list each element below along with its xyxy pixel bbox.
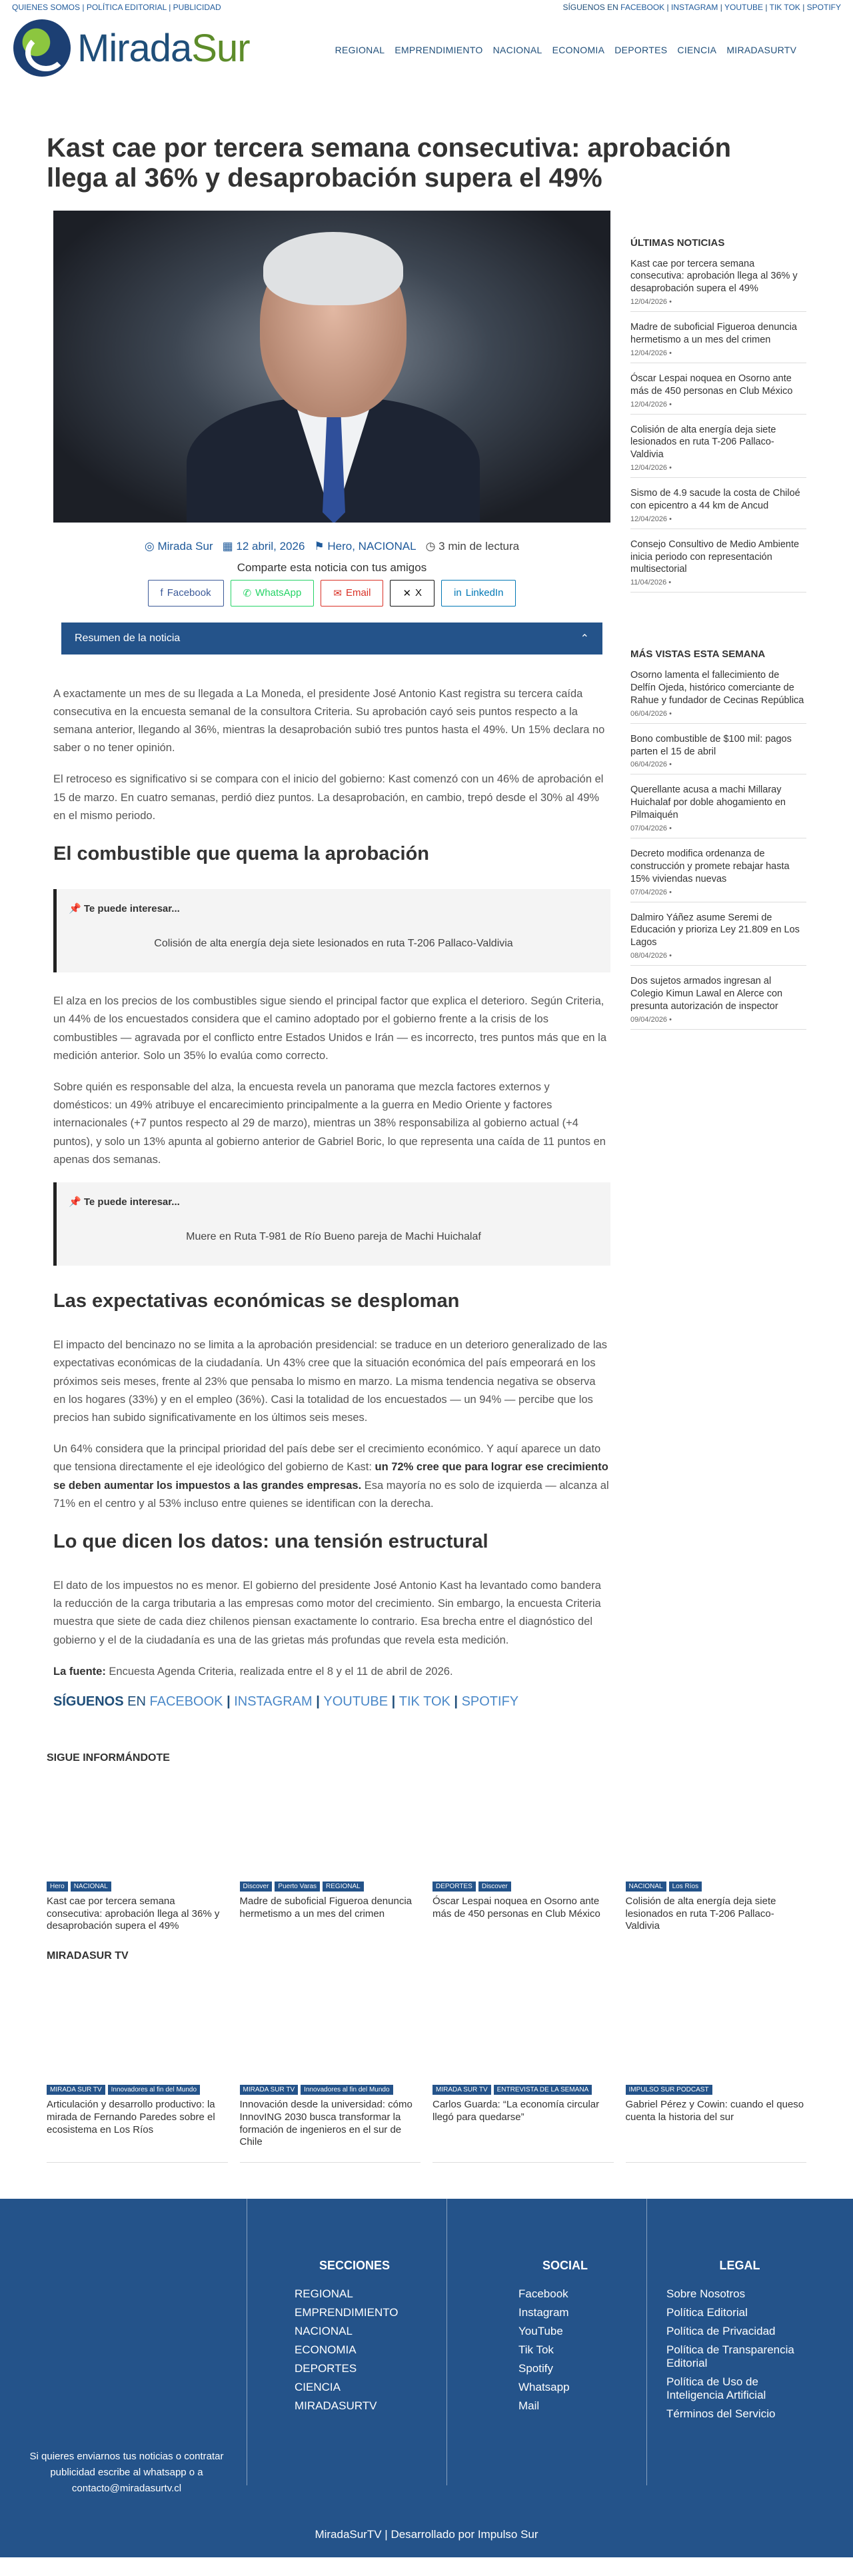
- follow-tiktok[interactable]: TIK TOK: [399, 1694, 450, 1709]
- logo-icon: [13, 19, 71, 77]
- sidebar-news-item[interactable]: Madre de suboficial Figueroa denuncia hermetismo a un mes del crimen 12/04/2026 •: [630, 321, 806, 363]
- tag[interactable]: DEPORTES: [432, 1882, 476, 1892]
- chevron-up-icon: ⌃: [580, 633, 589, 644]
- tag[interactable]: MIRADA SUR TV: [240, 2085, 299, 2095]
- related-cards: [47, 1882, 806, 1933]
- top-link-quienes-somos[interactable]: QUIENES SOMOS: [12, 3, 81, 12]
- tag[interactable]: ENTREVISTA DE LA SEMANA: [494, 2085, 592, 2095]
- footer-link[interactable]: NACIONAL: [295, 2325, 353, 2338]
- footer-link[interactable]: Política Editorial: [666, 2306, 748, 2319]
- tag[interactable]: Innovadores al fin del Mundo: [108, 2085, 200, 2095]
- top-social-spotify[interactable]: SPOTIFY: [806, 3, 841, 12]
- share-title: Comparte esta noticia con tus amigos: [237, 561, 427, 574]
- source-paragraph: La fuente: Encuesta Agenda Criteria, realizada entre el 8 y el 11 de abril de 2026.: [53, 1665, 453, 1678]
- footer-social: [518, 2259, 612, 2418]
- footer-link[interactable]: Términos del Servicio: [666, 2407, 776, 2421]
- paragraph: A exactamente un mes de su llegada a La Moneda, el presidente José Antonio Kast registra su tercera caída consecutiva en la encuesta semanal de la consultora Criteria. Su aprobación cayó seis puntos respecto a la semana anterior, llegando al 36%, mientras la desaprobación subió tres puntos hasta el 49%. Un 15% declara no saber o no tener opinión.: [53, 687, 605, 754]
- related-section-title: SIGUE INFORMÁNDOTE: [47, 1752, 170, 1764]
- footer-legal-title: LEGAL: [719, 2259, 760, 2273]
- share-linkedin-label: LinkedIn: [465, 587, 504, 599]
- top-social-facebook[interactable]: FACEBOOK: [620, 3, 665, 12]
- sidebar-most-item[interactable]: Dos sujetos armados ingresan al Colegio Kimun Lawal en Alerce con presunta autorización de inspector 09/04/2026 •: [630, 975, 806, 1030]
- footer-link[interactable]: Política de Transparencia Editorial: [666, 2343, 794, 2370]
- author-name: Mirada Sur: [157, 539, 213, 553]
- follow-spotify[interactable]: SPOTIFY: [461, 1694, 519, 1709]
- related-box-link[interactable]: Muere en Ruta T-981 de Río Bueno pareja de Machi Huichalaf: [186, 1230, 481, 1242]
- paragraph: Un 64% considera que la principal prioridad del país debe ser el crecimiento económico. Y aquí aparece un dato que tensiona directamente el eje ideológico del gobierno de Kast: un 72% cree que para lograr ese crecimiento se deben aumentar los impuestos a las grandes empresas. Esa mayoría no es solo de izquierda — alcanza al 71% en el centro y al 53% incluso entre quienes se identifican con la derecha.: [53, 1443, 609, 1510]
- related-box-label: 📌 Te puede interesar...: [69, 1196, 180, 1208]
- related-card[interactable]: [626, 1882, 807, 1933]
- tag[interactable]: Los Ríos: [669, 1882, 702, 1892]
- footer-sections-title: SECCIONES: [319, 2259, 391, 2273]
- article-main: [47, 211, 617, 1710]
- article-title: Kast cae por tercera semana consecutiva: aprobación llega al 36% y desaprobación supera el 49%: [47, 133, 732, 193]
- related-card[interactable]: [47, 1882, 228, 1933]
- category-meta[interactable]: ⚑ Hero, NACIONAL: [314, 539, 417, 553]
- follow-facebook[interactable]: FACEBOOK: [149, 1694, 223, 1709]
- section-heading: Lo que dicen los datos: una tensión estructural: [53, 1531, 488, 1553]
- email-icon: ✉: [333, 587, 342, 599]
- sidebar-most-item[interactable]: Osorno lamenta el fallecimiento de Delfín Ojeda, histórico comerciante de Rahue y fundador de Cecinas República 06/04/2026 •: [630, 669, 806, 724]
- footer-link[interactable]: Sobre Nosotros: [666, 2287, 746, 2301]
- footer-link[interactable]: EMPRENDIMIENTO: [295, 2306, 399, 2319]
- article-meta: [53, 540, 610, 553]
- related-box-link[interactable]: Colisión de alta energía deja siete lesionados en ruta T-206 Pallaco-Valdivia: [154, 937, 513, 949]
- section-heading: Las expectativas económicas se desploman: [53, 1290, 460, 1312]
- tv-cards: [47, 2085, 806, 2163]
- sidebar-news-item[interactable]: Óscar Lespai noquea en Osorno ante más de 450 personas en Club México 12/04/2026 •: [630, 373, 806, 415]
- footer-link[interactable]: CIENCIA: [295, 2381, 341, 2394]
- date-meta: ▦ 12 abril, 2026: [222, 539, 305, 553]
- nav-nacional[interactable]: NACIONAL: [492, 45, 542, 55]
- related-card[interactable]: [432, 1882, 614, 1933]
- footer-link[interactable]: Instagram: [518, 2306, 569, 2319]
- page-container: [47, 133, 806, 2163]
- sidebar-most-item[interactable]: Decreto modifica ordenanza de construcción y promete rebajar hasta 15% viviendas nuevas 07/04/2026 •: [630, 848, 806, 902]
- footer-copyright: MiradaSurTV | Desarrollado por Impulso Sur: [315, 2528, 538, 2541]
- x-icon: ✕: [403, 587, 412, 599]
- tv-card[interactable]: [47, 2085, 228, 2163]
- top-social-instagram[interactable]: INSTAGRAM: [670, 3, 718, 12]
- sidebar-most-item[interactable]: Dalmiro Yáñez asume Seremi de Educación y prioriza Ley 21.809 en Los Lagos 08/04/2026 •: [630, 912, 806, 966]
- tag[interactable]: MIRADA SUR TV: [432, 2085, 491, 2095]
- related-card-title[interactable]: Madre de suboficial Figueroa denuncia hermetismo a un mes del crimen: [239, 1895, 412, 1920]
- top-link-publicidad[interactable]: PUBLICIDAD: [173, 3, 221, 12]
- footer-contact: Si quieres enviarnos tus noticias o contratar publicidad escribe al whatsapp o a contacto@miradasurtv.cl: [29, 2451, 224, 2495]
- site-logo[interactable]: [13, 19, 250, 77]
- paragraph: Sobre quién es responsable del alza, la encuesta revela un panorama que mezcla factores externos y domésticos: un 49% atribuye el encarecimiento principalmente a la guerra en Medio Oriente y factores internacionales (+7 puntos respecto al 29 de marzo), mientras un 38% responsabiliza al gobierno actual (+4 puntos), y solo un 13% apunta al gobierno anterior de Gabriel Boric, lo que representa una caída de 11 puntos en apenas dos semanas.: [53, 1080, 606, 1166]
- footer-link[interactable]: Spotify: [518, 2362, 553, 2375]
- share-email-label: Email: [345, 587, 371, 599]
- tag[interactable]: REGIONAL: [323, 1882, 364, 1892]
- footer-link[interactable]: Facebook: [518, 2287, 568, 2301]
- paragraph: El impacto del bencinazo no se limita a la aprobación presidencial: se traduce en un deterioro generalizado de las expectativas económicas de la ciudadanía. Un 43% cree que la situación económica del país empeorará en los próximos seis meses, frente al 23% que pensaba lo mismo en marzo. La misma tendencia negativa se observa en los hogares (33%) y en el empleo (36%). Casi la totalidad de los encuestados — un 94% — percibe que los precios han subido significativamente en los últimos seis meses.: [53, 1339, 608, 1424]
- sidebar-news-item[interactable]: Colisión de alta energía deja siete lesionados en ruta T-206 Pallaco-Valdivia 12/04/2026 •: [630, 424, 806, 479]
- top-link-politica-editorial[interactable]: POLÍTICA EDITORIAL: [86, 3, 167, 12]
- tv-card-title[interactable]: Articulación y desarrollo productivo: la mirada de Fernando Paredes sobre el ecosistema en Los Ríos: [47, 2099, 215, 2135]
- read-time-meta: ◷ 3 min de lectura: [425, 539, 520, 553]
- share-x-label: X: [415, 587, 423, 599]
- top-social-youtube[interactable]: YOUTUBE: [724, 3, 764, 12]
- top-bar-social: SÍGUENOS EN FACEBOOK | INSTAGRAM | YOUTUBE | TIK TOK | SPOTIFY: [562, 3, 841, 12]
- tv-card-title[interactable]: Gabriel Pérez y Cowin: cuando el queso cuenta la historia del sur: [625, 2099, 804, 2123]
- footer-link[interactable]: DEPORTES: [295, 2362, 357, 2375]
- article-date: 12 abril, 2026: [236, 539, 305, 553]
- tag[interactable]: IMPULSO SUR PODCAST: [626, 2085, 712, 2095]
- sidebar-most-item[interactable]: Bono combustible de $100 mil: pagos parten el 15 de abril 06/04/2026 •: [630, 733, 806, 775]
- tag[interactable]: MIRADA SUR TV: [47, 2085, 105, 2095]
- footer-link[interactable]: Política de Privacidad: [666, 2325, 776, 2338]
- nav-deportes[interactable]: DEPORTES: [614, 45, 668, 55]
- sidebar-news-item[interactable]: Consejo Consultivo de Medio Ambiente inicia periodo con representación multisectorial 11/04/2026 •: [630, 539, 806, 593]
- logo-text: MiradaSur: [77, 26, 250, 70]
- tag[interactable]: NACIONAL: [71, 1882, 111, 1892]
- tag[interactable]: Discover: [478, 1882, 511, 1892]
- read-time: 3 min de lectura: [438, 539, 520, 553]
- article-layout: [47, 211, 806, 1710]
- section-heading: El combustible que quema la aprobación: [53, 843, 429, 865]
- follow-us: SÍGUENOS EN FACEBOOK | INSTAGRAM | YOUTUBE | TIK TOK | SPOTIFY: [53, 1694, 519, 1709]
- site-footer: [0, 2199, 853, 2557]
- top-social-tiktok[interactable]: TIK TOK: [769, 3, 800, 12]
- summary-toggle[interactable]: [61, 623, 602, 654]
- related-card-title[interactable]: Colisión de alta energía deja siete lesionados en ruta T-206 Pallaco-Valdivia: [625, 1895, 776, 1932]
- tag[interactable]: Discover: [240, 1882, 273, 1892]
- sidebar-news-item[interactable]: Sismo de 4.9 sacude la costa de Chiloé con epicentro a 44 km de Ancud 12/04/2026 •: [630, 487, 806, 529]
- share-whatsapp-label: WhatsApp: [255, 587, 302, 599]
- footer-link[interactable]: Tik Tok: [518, 2343, 554, 2357]
- share-buttons: [53, 580, 610, 607]
- tag[interactable]: Hero: [47, 1882, 68, 1892]
- sidebar-news-item[interactable]: Kast cae por tercera semana consecutiva: aprobación llega al 36% y desaprobación supera el 49% 12/04/2026 •: [630, 258, 806, 313]
- nav-economia[interactable]: ECONOMIA: [552, 45, 605, 55]
- footer-link[interactable]: MIRADASURTV: [295, 2399, 377, 2413]
- footer-link[interactable]: Mail: [518, 2399, 540, 2413]
- share-facebook-button[interactable]: [148, 580, 224, 607]
- author-meta[interactable]: ◎ Mirada Sur: [144, 539, 213, 553]
- related-box: [53, 889, 610, 972]
- top-bar-links: QUIENES SOMOS | POLÍTICA EDITORIAL | PUBLICIDAD: [12, 3, 221, 12]
- nav-regional[interactable]: REGIONAL: [335, 45, 385, 55]
- paragraph: El alza en los precios de los combustibles sigue siendo el principal factor que explica el deterioro. Según Criteria, un 44% de los encuestados considera que el camino adoptado por el gobierno frente a la crisis de los combustibles — agravada por el conflicto entre Estados Unidos e Irán — es incorrecto, tres puntos más que en la medición anterior. Solo un 35% lo evalúa como correcto.: [53, 995, 607, 1062]
- paragraph: El retroceso es significativo si se compara con el inicio del gobierno: Kast comenzó con un 46% de aprobación el 15 de marzo. En cuatro semanas, perdió diez puntos. La desaprobación, en cambio, trepó desde el 30% al 49% en el mismo periodo.: [53, 773, 604, 822]
- paragraph: El dato de los impuestos no es menor. El gobierno del presidente José Antonio Kast ha levantado como bandera la reducción de la carga tributaria a las empresas como motor del crecimiento. Sin embargo, la encuesta Criteria muestra que siete de cada diez chilenos piensan exactamente lo contrario. Esa brecha entre el diagnóstico del gobierno y el de la ciudadanía es una de las grietas más profundas que revela esta medición.: [53, 1579, 601, 1646]
- share-whatsapp-button[interactable]: [231, 580, 315, 607]
- footer-social-title: SOCIAL: [542, 2259, 588, 2273]
- article-body: [53, 685, 610, 1681]
- nav-emprendimiento[interactable]: EMPRENDIMIENTO: [395, 45, 483, 55]
- top-bar: [0, 0, 853, 15]
- tv-card-title[interactable]: Carlos Guarda: “La economía circular llegó para quedarse”: [432, 2099, 600, 2123]
- footer-link[interactable]: ECONOMIA: [295, 2343, 357, 2357]
- footer-link[interactable]: Whatsapp: [518, 2381, 570, 2394]
- tag[interactable]: NACIONAL: [626, 1882, 666, 1892]
- footer-legal: [666, 2259, 813, 2426]
- tv-card[interactable]: [432, 2085, 614, 2163]
- tv-card[interactable]: [240, 2085, 421, 2163]
- main-nav: [335, 45, 797, 55]
- footer-link[interactable]: YouTube: [518, 2325, 563, 2338]
- whatsapp-icon: ✆: [243, 587, 252, 599]
- nav-ciencia[interactable]: CIENCIA: [677, 45, 717, 55]
- share-email-button[interactable]: [321, 580, 383, 607]
- sidebar: [630, 211, 806, 1710]
- related-box-label: 📌 Te puede interesar...: [69, 902, 180, 914]
- footer-link[interactable]: REGIONAL: [295, 2287, 353, 2301]
- follow-instagram[interactable]: INSTAGRAM: [234, 1694, 313, 1709]
- tv-section-title: MIRADASUR TV: [47, 1950, 129, 1962]
- related-card-title[interactable]: Óscar Lespai noquea en Osorno ante más de 450 personas en Club México: [432, 1895, 600, 1920]
- related-card[interactable]: [240, 1882, 421, 1933]
- tv-card[interactable]: [626, 2085, 807, 2163]
- article-hero-image: [53, 211, 610, 523]
- facebook-icon: f: [160, 587, 163, 599]
- most-viewed-title: MÁS VISTAS ESTA SEMANA: [630, 648, 766, 660]
- share-x-button[interactable]: [390, 580, 434, 607]
- follow-label: SÍGUENOS EN: [562, 3, 618, 12]
- follow-youtube[interactable]: YOUTUBE: [323, 1694, 389, 1709]
- summary-label: Resumen de la noticia: [75, 632, 181, 644]
- latest-news-title: ÚLTIMAS NOTICIAS: [630, 237, 725, 249]
- tag[interactable]: Puerto Varas: [275, 1882, 320, 1892]
- site-header: [0, 15, 853, 81]
- share-linkedin-button[interactable]: [441, 580, 516, 607]
- share-facebook-label: Facebook: [167, 587, 211, 599]
- article-categories: Hero, NACIONAL: [327, 539, 417, 553]
- tag[interactable]: Innovadores al fin del Mundo: [301, 2085, 393, 2095]
- related-box: [53, 1182, 610, 1266]
- nav-miradasurtv[interactable]: MIRADASURTV: [726, 45, 797, 55]
- linkedin-icon: in: [454, 587, 462, 599]
- tv-card-title[interactable]: Innovación desde la universidad: cómo InnovING 2030 busca transformar la formación de ingenieros en el sur de Chile: [239, 2099, 413, 2148]
- related-card-title[interactable]: Kast cae por tercera semana consecutiva: aprobación llega al 36% y desaprobación supera el 49%: [47, 1895, 220, 1932]
- footer-sections: [295, 2259, 415, 2418]
- footer-link[interactable]: Política de Uso de Inteligencia Artificial: [666, 2375, 766, 2402]
- sidebar-most-item[interactable]: Querellante acusa a machi Millaray Huichalaf por doble ahogamiento en Pilmaiquén 07/04/2026 •: [630, 784, 806, 838]
